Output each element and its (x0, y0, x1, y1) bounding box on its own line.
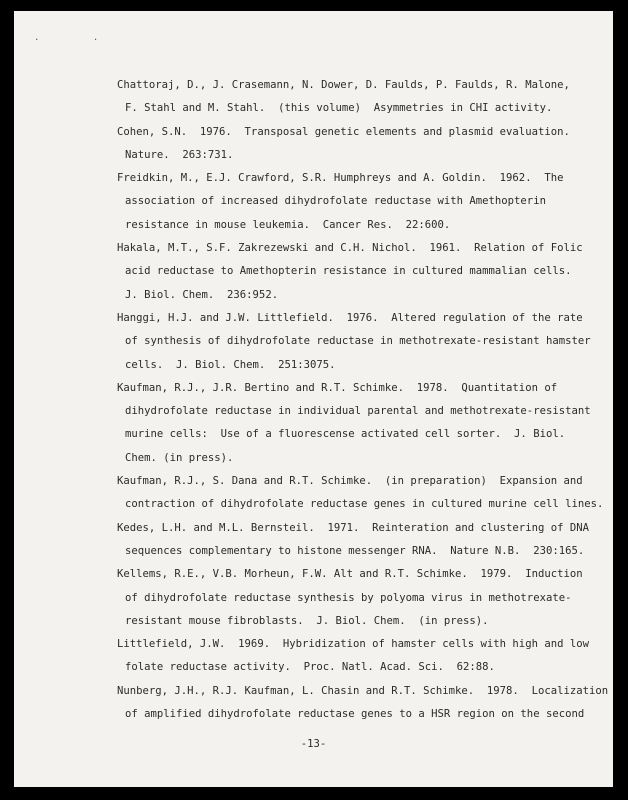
reference-first-line: Nunberg, J.H., R.J. Kaufman, L. Chasin and R.T. Schimke. 1978. Localization (117, 684, 609, 697)
reference-entry (117, 237, 597, 307)
reference-entry (117, 680, 609, 727)
reference-entry (117, 307, 597, 377)
reference-continuation-line: resistant mouse fibroblasts. J. Biol. Chem. (in press). (125, 614, 489, 627)
reference-list (117, 74, 609, 726)
page-number: -13- (300, 738, 327, 750)
reference-entry (117, 167, 597, 237)
reference-continuation-line: contraction of dihydrofolate reductase genes in cultured murine cell lines. (125, 498, 604, 511)
reference-continuation-line: folate reductase activity. Proc. Natl. Acad. Sci. 62:88. (125, 661, 495, 674)
reference-continuation-line: Nature. 263:731. (125, 148, 234, 161)
reference-first-line: Hakala, M.T., S.F. Zakrezewski and C.H. Nichol. 1961. Relation of Folic (117, 242, 583, 255)
reference-continuation-line: sequences complementary to histone messenger RNA. Nature N.B. 230:165. (125, 544, 585, 557)
reference-continuation-line: murine cells: Use of a fluorescense activated cell sorter. J. Biol. (125, 428, 566, 441)
document-page (14, 11, 613, 787)
reference-continuation-line: Chem. (in press). (125, 451, 234, 464)
reference-entry (117, 633, 597, 680)
reference-entry (117, 74, 597, 121)
reference-continuation-line: resistance in mouse leukemia. Cancer Res. 22:600. (125, 218, 451, 231)
reference-continuation-line: of amplified dihydrofolate reductase genes to a HSR region on the second (125, 708, 585, 721)
reference-entry (117, 563, 597, 633)
reference-first-line: Kellems, R.E., V.B. Morheun, F.W. Alt and R.T. Schimke. 1979. Induction (117, 568, 583, 581)
reference-continuation-line: association of increased dihydrofolate reductase with Amethopterin (125, 195, 546, 208)
reference-first-line: Kedes, L.H. and M.L. Bernsteil. 1971. Reinteration and clustering of DNA (117, 521, 589, 534)
reference-first-line: Cohen, S.N. 1976. Transposal genetic elements and plasmid evaluation. (117, 125, 570, 138)
reference-continuation-line: of dihydrofolate reductase synthesis by polyoma virus in methotrexate- (125, 591, 572, 604)
reference-first-line: Littlefield, J.W. 1969. Hybridization of hamster cells with high and low (117, 638, 589, 651)
reference-continuation-line: J. Biol. Chem. 236:952. (125, 288, 279, 301)
reference-first-line: Freidkin, M., E.J. Crawford, S.R. Humphreys and A. Goldin. 1962. The (117, 172, 564, 185)
reference-entry (117, 517, 597, 564)
reference-continuation-line: F. Stahl and M. Stahl. (this volume) Asymmetries in CHI activity. (125, 102, 553, 115)
reference-continuation-line: of synthesis of dihydrofolate reductase in methotrexate-resistant hamster (125, 335, 591, 348)
reference-first-line: Chattoraj, D., J. Crasemann, N. Dower, D. Faulds, P. Faulds, R. Malone, (117, 79, 570, 91)
reference-first-line: Hanggi, H.J. and J.W. Littlefield. 1976. Altered regulation of the rate (117, 311, 583, 324)
reference-continuation-line: acid reductase to Amethopterin resistance in cultured mammalian cells. (125, 265, 572, 278)
reference-continuation-line: dihydrofolate reductase in individual parental and methotrexate-resistant (125, 405, 591, 418)
corner-marks: . . (34, 33, 123, 43)
reference-entry (117, 377, 597, 470)
reference-first-line: Kaufman, R.J., J.R. Bertino and R.T. Schimke. 1978. Quantitation of (117, 381, 558, 394)
reference-first-line: Kaufman, R.J., S. Dana and R.T. Schimke. (in preparation) Expansion and (117, 475, 583, 488)
reference-entry (117, 121, 597, 168)
reference-entry (117, 470, 604, 517)
reference-continuation-line: cells. J. Biol. Chem. 251:3075. (125, 358, 336, 371)
